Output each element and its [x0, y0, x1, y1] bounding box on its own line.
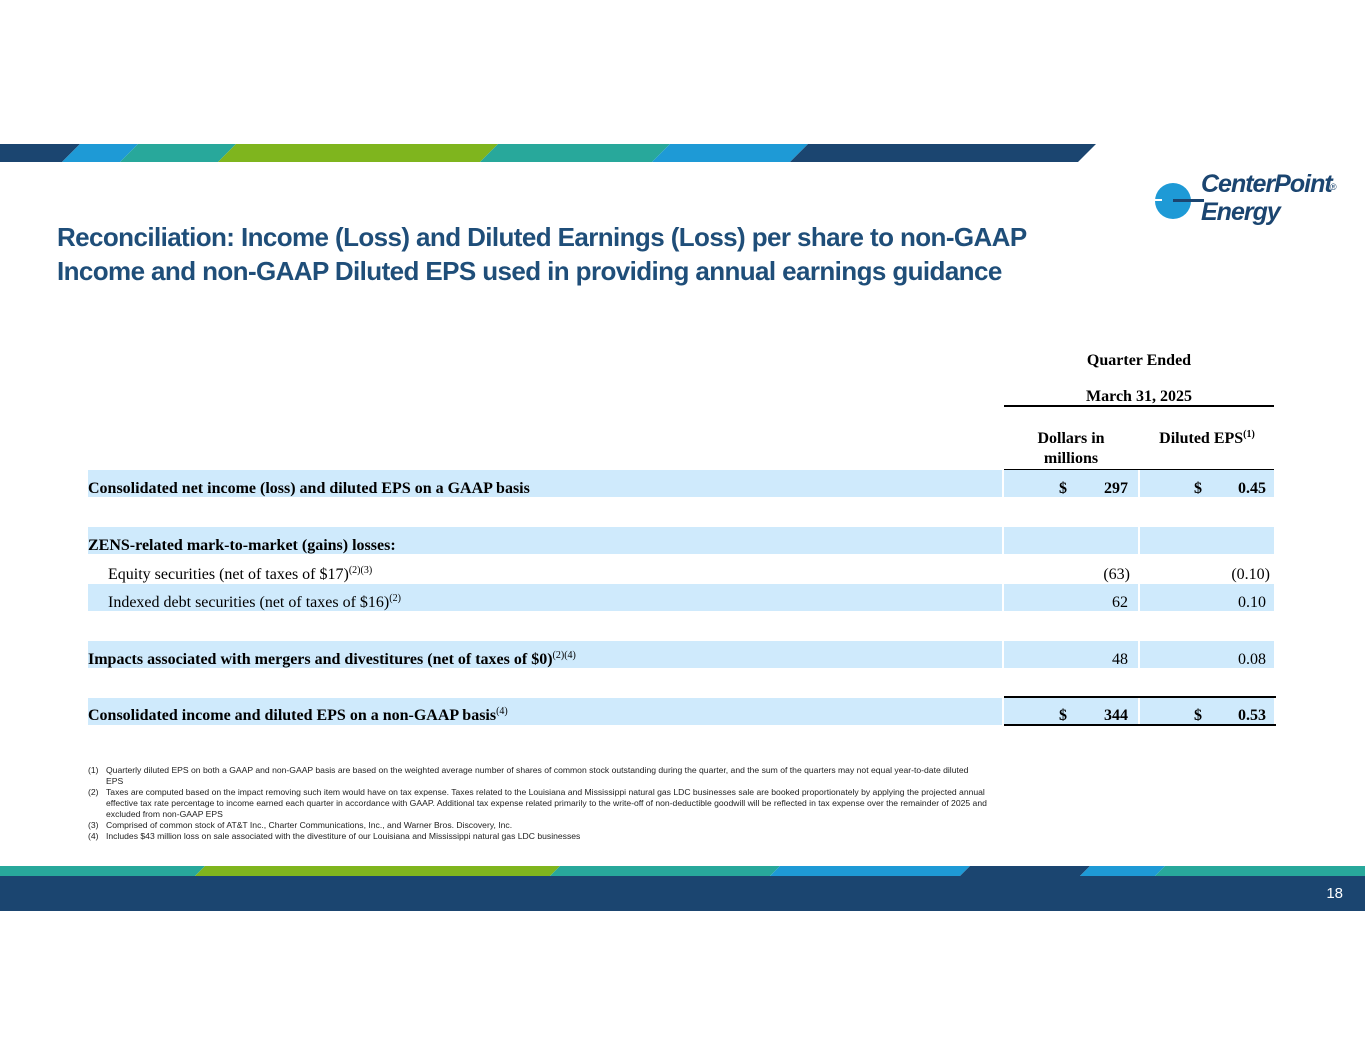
table-row-dollars: 344 [1104, 707, 1128, 724]
period-underline [1004, 405, 1274, 407]
table-row-eps: (0.10) [1231, 566, 1270, 583]
page-number: 18 [1326, 885, 1343, 902]
table-row-label [108, 566, 372, 584]
footnote-4 [88, 831, 988, 842]
table-row-eps-currency: $ [1194, 707, 1202, 724]
logo-registered-mark: ® [1330, 182, 1337, 192]
footnote-1 [88, 765, 988, 787]
footnote-2 [88, 787, 988, 820]
title-line-1: Reconciliation: Income (Loss) and Diluted Earnings (Loss) per share to non-GAAP [57, 222, 1027, 252]
centerpoint-energy-logo [1152, 170, 1342, 236]
bottom-accent-stripe [0, 866, 1365, 876]
table-row-label: ZENS-related mark-to-market (gains) losses: [88, 537, 396, 554]
logo-text-energy: Energy [1201, 198, 1280, 226]
column-header-eps-label: Diluted EPS [1159, 430, 1244, 447]
table-row-dollars: 297 [1104, 480, 1128, 497]
footnote-text: Includes $43 million loss on sale associated with the divestiture of our Louisiana and Mississippi natural gas LDC businesses [106, 831, 581, 841]
table-row-footnote-ref: (2) [389, 593, 401, 604]
footer-bar [0, 876, 1365, 911]
total-top-rule [1004, 696, 1276, 698]
table-row-label-text: Impacts associated with mergers and divestitures (net of taxes of $0) [88, 651, 553, 668]
footnote-3 [88, 820, 988, 831]
table-row-eps: 0.45 [1238, 480, 1266, 497]
logo-text-centerpoint: CenterPoint [1201, 170, 1332, 198]
table-row-dollars: 62 [1112, 594, 1128, 611]
table-row-label [88, 651, 576, 669]
title-line-2: Income and non-GAAP Diluted EPS used in providing annual earnings guidance [57, 256, 1002, 286]
footnotes [88, 765, 988, 842]
table-row-footnote-ref: (2)(3) [348, 565, 373, 576]
footnote-text: Taxes are computed based on the impact removing such item would have on tax expense. Taxes related to the Louisiana and Mississippi natural gas LDC businesses sale are booked proportionately by applying the projected annual effective tax rate percentage to income earned each quarter in accordance with GAAP. Additional tax expense related primarily to the write-off of non-deductible goodwill will be reflected in tax expense over the remainder of 2025 and excluded from non-GAAP EPS [106, 787, 987, 819]
footnote-text: Comprised of common stock of AT&T Inc., Charter Communications, Inc., and Warner Bros. Discovery, Inc. [106, 820, 513, 830]
header-rule [1004, 469, 1274, 470]
column-header-dollars: Dollars in millions [1037, 430, 1105, 467]
table-row-eps: 0.53 [1238, 707, 1266, 724]
table-row-footnote-ref: (4) [496, 706, 508, 717]
footnote-mark: (3) [88, 820, 99, 830]
table-row-footnote-ref: (2)(4) [552, 650, 576, 661]
footnote-text: Quarterly diluted EPS on both a GAAP and non-GAAP basis are based on the weighted average number of shares of common stock outstanding during the quarter, and the sum of the quarters may not equal year-to-date diluted EPS [106, 765, 969, 786]
table-row-dollars: 48 [1112, 651, 1128, 668]
table-row-label [88, 707, 508, 725]
page-title [57, 220, 1117, 288]
logo-globe-icon [1152, 180, 1204, 222]
table-row-dollars: (63) [1103, 566, 1130, 583]
table-row-currency: $ [1059, 480, 1067, 497]
top-accent-stripe [0, 144, 1100, 162]
table-row-label-text: Equity securities (net of taxes of $17) [108, 566, 349, 583]
footnote-mark: (1) [88, 765, 99, 775]
table-row-label [108, 594, 401, 612]
total-bottom-rule [1004, 724, 1276, 726]
table-row-eps: 0.10 [1238, 594, 1266, 611]
table-row-eps: 0.08 [1238, 651, 1266, 668]
footnote-mark: (4) [88, 831, 99, 841]
period-label: Quarter Ended [1086, 352, 1192, 369]
table-row-label-text: Indexed debt securities (net of taxes of $16) [108, 594, 390, 611]
footnote-mark: (2) [88, 787, 99, 797]
table-row-currency: $ [1059, 707, 1067, 724]
column-header-eps-note: (1) [1243, 429, 1255, 440]
table-row-eps-currency: $ [1194, 480, 1202, 497]
column-header-eps [1144, 429, 1270, 449]
period-date: March 31, 2025 [1086, 388, 1192, 405]
table-row-label-text: Consolidated income and diluted EPS on a non-GAAP basis [88, 707, 497, 724]
table-row-label: Consolidated net income (loss) and diluted EPS on a GAAP basis [88, 480, 530, 497]
row-gap-1 [1002, 497, 1274, 527]
